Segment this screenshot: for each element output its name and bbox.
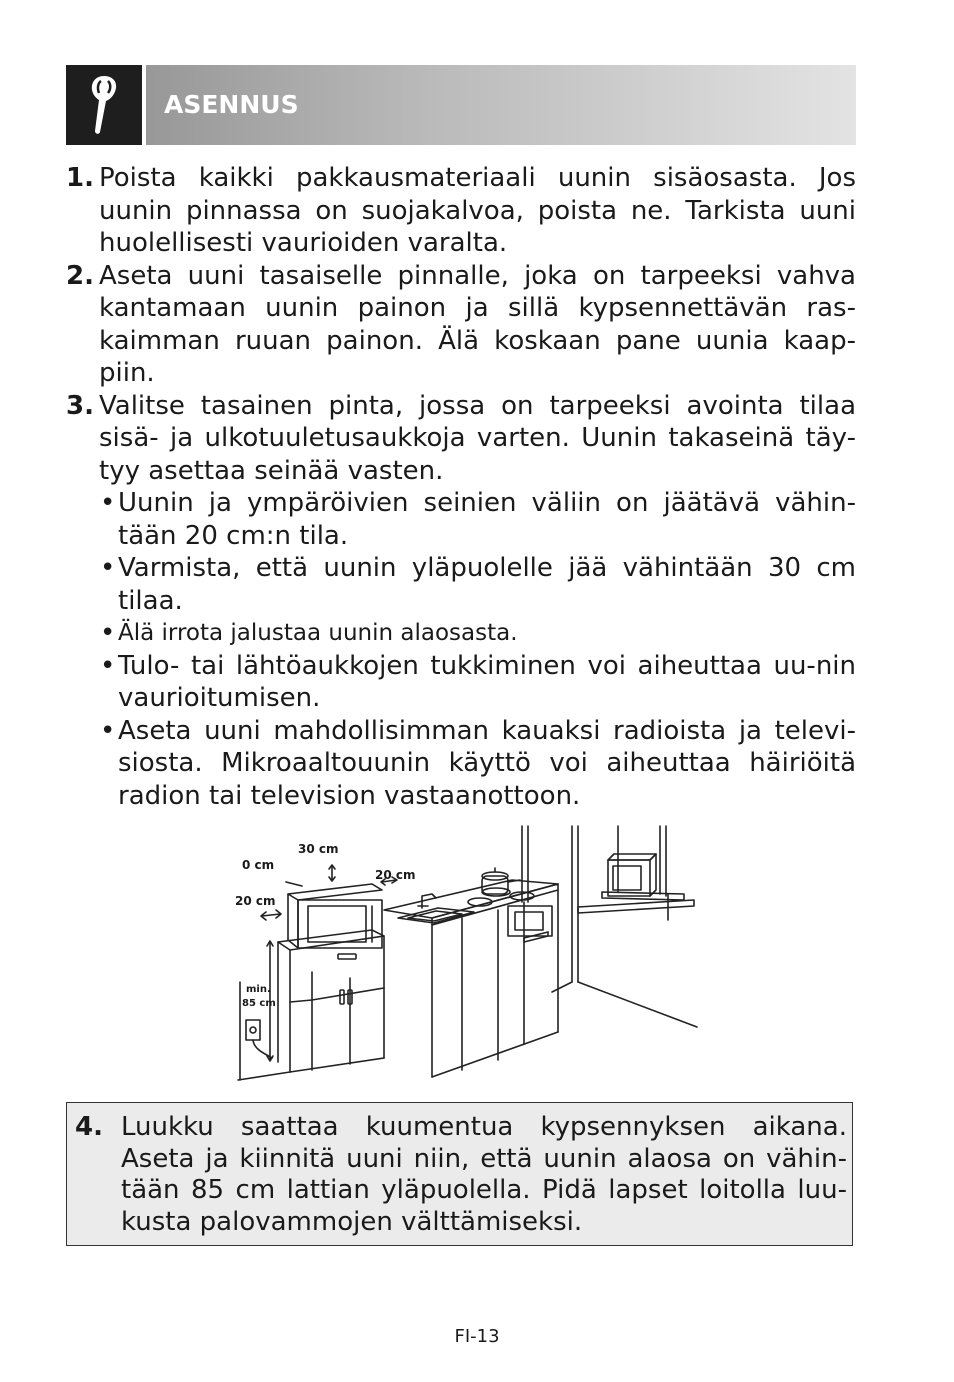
step-3 — [66, 390, 856, 488]
step-number: 1. — [66, 163, 94, 193]
header-divider — [142, 65, 146, 145]
bullet-dot: • — [100, 715, 116, 746]
label-30cm: 30 cm — [298, 842, 339, 856]
label-0cm: 0 cm — [242, 858, 275, 872]
header-icon-box — [66, 65, 142, 145]
step-number: 4. — [75, 1112, 103, 1142]
installation-illustration — [232, 822, 702, 1084]
step-1 — [66, 162, 856, 260]
list-item — [100, 552, 856, 617]
step-text: Poista kaikki pakkausmateriaali uunin sisäosasta. Jos uunin pinnassa on suojakalvoa, poista ne. Tarkista uuni huolellisesti vaurioiden varalta. — [99, 163, 856, 258]
label-20cm-right: 20 cm — [375, 868, 416, 882]
step-text: Luukku saattaa kuumentua kypsennyksen aikana. Aseta ja kiinnitä uuni niin, että uunin alaosa on vähin-tään 85 cm lattian yläpuolella. Pidä lapset loitolla luu-kusta palovammojen välttämiseksi. — [121, 1112, 847, 1237]
step-2 — [66, 260, 856, 390]
bullet-dot: • — [100, 553, 116, 583]
step-4 — [75, 1112, 847, 1238]
label-min: min. — [246, 984, 271, 995]
bullet-dot: • — [100, 488, 116, 518]
step-4-note — [66, 1102, 853, 1246]
step-number: 2. — [66, 260, 94, 291]
list-item — [100, 715, 856, 813]
bullet-list — [100, 487, 856, 812]
label-85cm: 85 cm — [242, 998, 276, 1009]
step-number: 3. — [66, 390, 94, 421]
list-item — [100, 617, 856, 650]
list-item — [100, 650, 856, 715]
page-number: FI-13 — [454, 1326, 500, 1347]
label-20cm-left: 20 cm — [235, 894, 276, 908]
bullet-dot: • — [100, 650, 116, 681]
instructions — [66, 162, 856, 812]
step-text: Aseta uuni tasaiselle pinnalle, joka on tarpeeksi vahva kantamaan uunin painon ja sillä kypsennettävän ras-kaimman ruuan painon. Älä koskaan pane uunia kaap-piin. — [99, 260, 856, 388]
bullet-text: Tulo- tai lähtöaukkojen tukkiminen voi aiheuttaa uu-nin vaurioitumisen. — [118, 650, 856, 713]
bullet-text: Aseta uuni mahdollisimman kauaksi radioista ja televi-siosta. Mikroaaltouunin käyttö voi aiheuttaa häiriöitä radion tai television vastaanottoon. — [118, 715, 856, 811]
list-item — [100, 487, 856, 552]
bullet-text: Varmista, että uunin yläpuolelle jää vähintään 30 cm tilaa. — [118, 553, 856, 616]
bullet-text: Uunin ja ympäröivien seinien väliin on jäätävä vähin-tään 20 cm:n tila. — [118, 488, 856, 551]
wrench-icon — [84, 73, 124, 137]
bullet-dot: • — [100, 618, 116, 648]
page-title: ASENNUS — [164, 90, 299, 119]
kitchen-drawing — [232, 822, 702, 1084]
step-text: Valitse tasainen pinta, jossa on tarpeeksi avointa tilaa sisä- ja ulkotuuletusaukkoja varten. Uunin takaseinä täy-tyy asettaa seinää vasten. — [99, 390, 856, 486]
bullet-text: Älä irrota jalustaa uunin alaosasta. — [118, 620, 518, 646]
section-header — [66, 65, 856, 145]
